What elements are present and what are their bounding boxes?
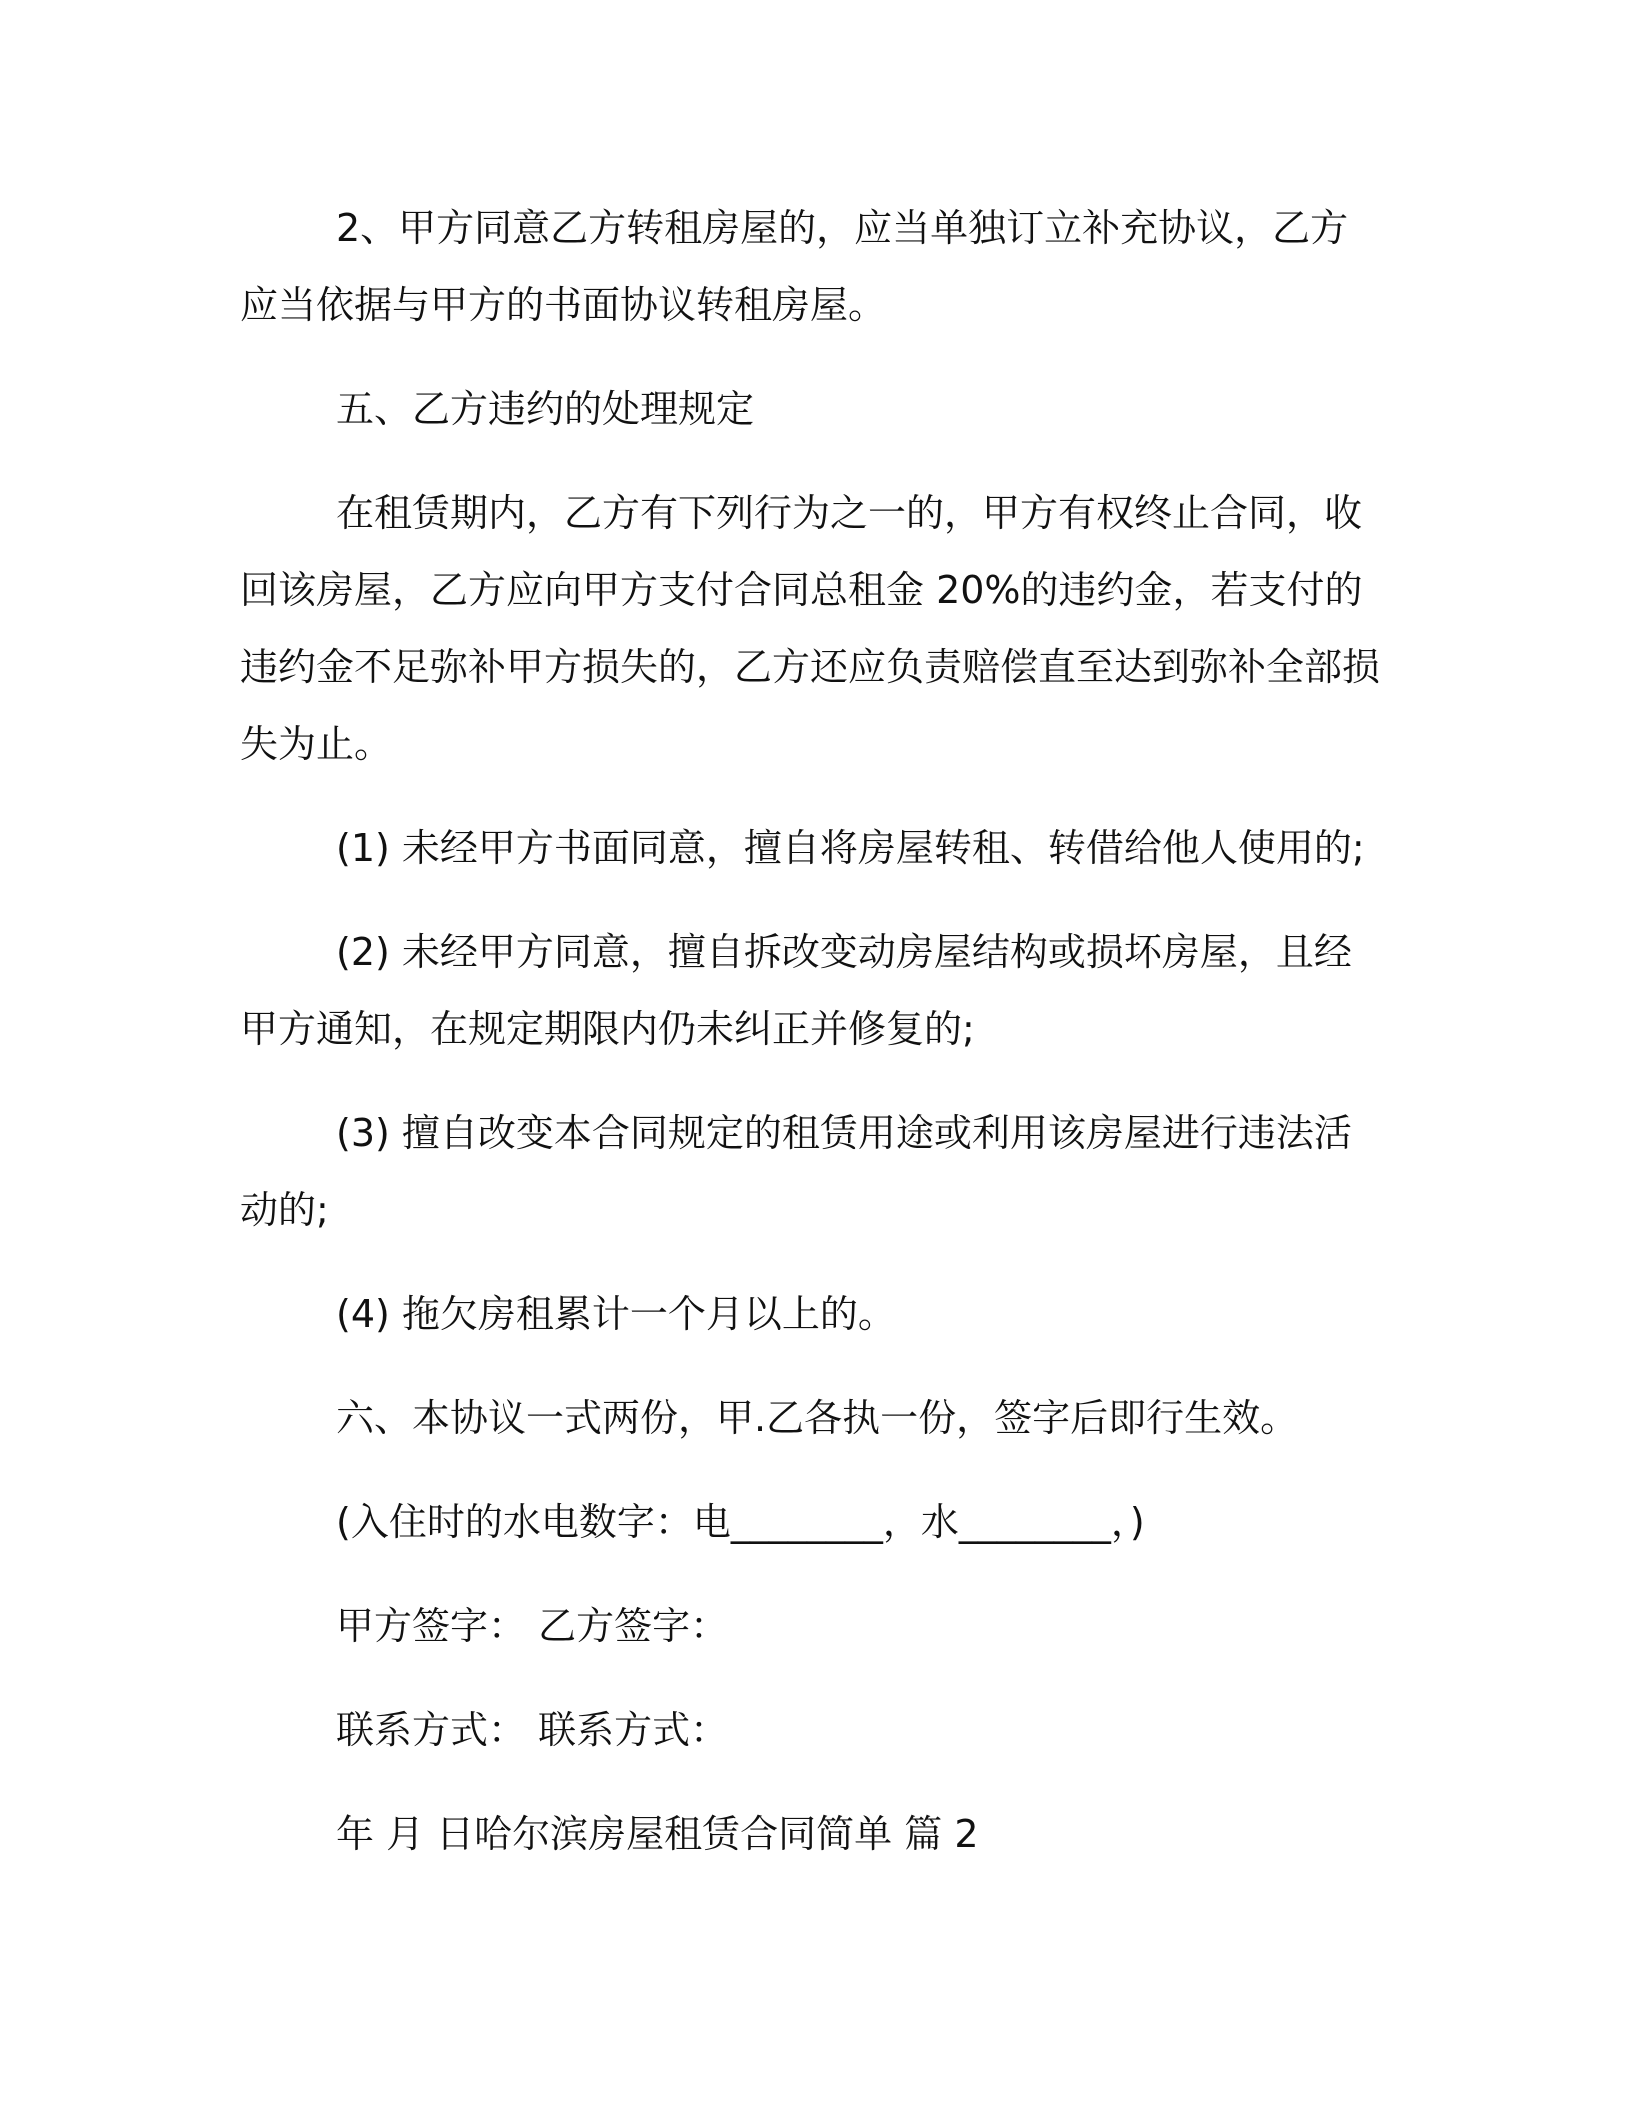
breach-item-3: (3) 擅自改变本合同规定的租赁用途或利用该房屋进行违法活动的; [240, 1111, 1352, 1232]
contact-line: 联系方式： 联系方式： [336, 1708, 729, 1752]
breach-item-1: (1) 未经甲方书面同意，擅自将房屋转租、转借给他人使用的; [336, 826, 1365, 870]
section-heading-breach: 五、乙方违约的处理规定 [336, 387, 755, 431]
date-and-next-title: 年 月 日哈尔滨房屋租赁合同简单 篇 2 [336, 1812, 979, 1856]
signature-line: 甲方签字： 乙方签字： [336, 1604, 729, 1648]
section-heading-copies: 六、本协议一式两份，甲.乙各执一份，签字后即行生效。 [336, 1396, 1299, 1440]
clause-breach-penalty: 在租赁期内，乙方有下列行为之一的，甲方有权终止合同，收回该房屋，乙方应向甲方支付合同总租金 20%的违约金，若支付的违约金不足弥补甲方损失的，乙方还应负责赔偿直至达到弥补全部损失为止。 [240, 491, 1381, 766]
breach-item-2: (2) 未经甲方同意，擅自拆改变动房屋结构或损坏房屋，且经甲方通知，在规定期限内仍未纠正并修复的; [240, 930, 1352, 1051]
document-body [240, 190, 1380, 1873]
clause-sublet-agreement: 2、甲方同意乙方转租房屋的，应当单独订立补充协议，乙方应当依据与甲方的书面协议转租房屋。 [240, 206, 1349, 327]
utility-readings-line: (入住时的水电数字：电________，水________，) [336, 1500, 1145, 1544]
breach-item-4: (4) 拖欠房租累计一个月以上的。 [336, 1292, 896, 1336]
